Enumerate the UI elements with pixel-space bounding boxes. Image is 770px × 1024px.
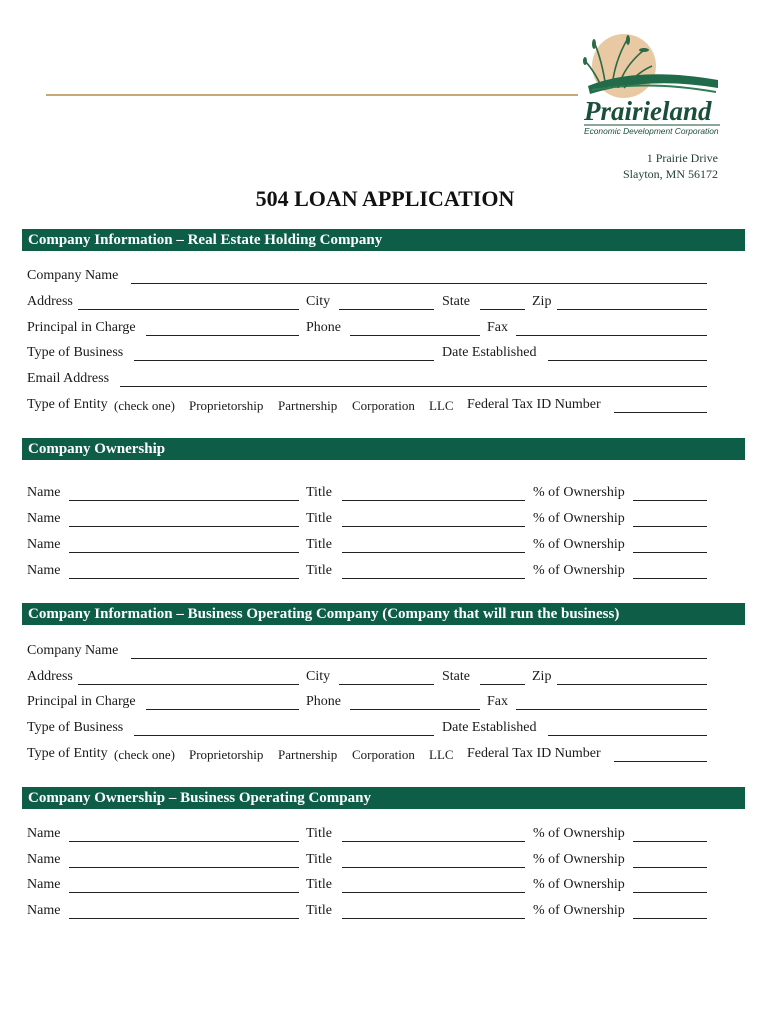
ownership-pct-label: % of Ownership [533,485,625,500]
zip-field[interactable] [557,684,707,685]
form-row-principal [27,694,707,714]
address-field[interactable] [78,309,299,310]
owner-row [27,852,707,872]
section-heading-operating-company: Company Information – Business Operating Company (Company that will run the business) [22,603,745,625]
owner-name-field[interactable] [69,526,299,527]
ownership-pct-label: % of Ownership [533,511,625,526]
state-field[interactable] [480,684,525,685]
tax-id-label: Federal Tax ID Number [467,397,601,412]
owner-name-label: Name [27,826,61,841]
form-row-company-name [27,643,707,663]
zip-label: Zip [532,669,552,684]
address-line-2: Slayton, MN 56172 [622,167,718,181]
ownership-pct-label: % of Ownership [533,563,625,578]
date-established-label: Date Established [442,345,537,360]
city-label: City [306,294,331,309]
ownership-pct-field[interactable] [633,526,707,527]
owner-title-label: Title [306,852,332,867]
ownership-pct-field[interactable] [633,841,707,842]
phone-label: Phone [306,694,341,709]
owner-title-label: Title [306,877,332,892]
principal-label: Principal in Charge [27,320,136,335]
ownership-pct-label: % of Ownership [533,852,625,867]
ownership-pct-field[interactable] [633,892,707,893]
ownership-pct-label: % of Ownership [533,537,625,552]
brand-tagline: Economic Development Corporation [584,126,719,136]
owner-name-field[interactable] [69,500,299,501]
form-row-entity [27,397,707,417]
city-label: City [306,669,331,684]
page-title: 504 LOAN APPLICATION [255,186,515,211]
date-established-field[interactable] [548,735,707,736]
owner-row [27,485,707,505]
date-established-label: Date Established [442,720,537,735]
principal-field[interactable] [146,709,299,710]
owner-name-label: Name [27,852,61,867]
tax-id-label: Federal Tax ID Number [467,746,601,761]
owner-title-field[interactable] [342,552,525,553]
phone-field[interactable] [350,709,480,710]
tax-id-field[interactable] [614,761,707,762]
owner-row [27,826,707,846]
owner-title-label: Title [306,485,332,500]
entity-option-corporation[interactable]: Corporation [352,747,415,762]
entity-option-llc[interactable]: LLC [429,747,454,762]
phone-label: Phone [306,320,341,335]
owner-title-field[interactable] [342,892,525,893]
principal-label: Principal in Charge [27,694,136,709]
email-label: Email Address [27,371,110,386]
entity-option-proprietorship[interactable]: Proprietorship [189,747,264,762]
owner-title-field[interactable] [342,500,525,501]
type-of-business-field[interactable] [134,735,434,736]
owner-name-field[interactable] [69,867,299,868]
entity-option-llc[interactable]: LLC [429,398,454,413]
company-name-field[interactable] [131,283,707,284]
ownership-pct-field[interactable] [633,552,707,553]
section-heading-operating-ownership: Company Ownership – Business Operating Company [22,787,745,809]
state-label: State [442,294,470,309]
zip-field[interactable] [557,309,707,310]
owner-name-field[interactable] [69,578,299,579]
zip-label: Zip [532,294,552,309]
address-field[interactable] [78,684,299,685]
owner-name-field[interactable] [69,918,299,919]
phone-field[interactable] [350,335,480,336]
form-row-email [27,371,707,391]
form-row-principal [27,320,707,340]
form-row-company-name [27,268,707,288]
owner-name-label: Name [27,485,61,500]
city-field[interactable] [339,684,434,685]
entity-option-proprietorship[interactable]: Proprietorship [189,398,264,413]
ownership-pct-field[interactable] [633,867,707,868]
address-line-1: 1 Prairie Drive [646,151,718,165]
check-one-label: (check one) [114,747,175,762]
ownership-pct-label: % of Ownership [533,903,625,918]
owner-name-label: Name [27,903,61,918]
owner-row [27,537,707,557]
owner-title-label: Title [306,511,332,526]
owner-name-field[interactable] [69,552,299,553]
entity-label: Type of Entity [27,397,108,412]
prairieland-logo [578,30,728,142]
type-of-business-field[interactable] [134,360,434,361]
entity-label: Type of Entity [27,746,108,761]
ownership-pct-label: % of Ownership [533,826,625,841]
tax-id-field[interactable] [614,412,707,413]
owner-title-field[interactable] [342,526,525,527]
state-field[interactable] [480,309,525,310]
header-rule [46,94,578,96]
fax-field[interactable] [516,709,707,710]
owner-name-label: Name [27,537,61,552]
owner-title-field[interactable] [342,578,525,579]
entity-option-partnership[interactable]: Partnership [278,398,338,413]
form-row-entity [27,746,707,766]
form-row-address [27,294,707,314]
company-name-field[interactable] [131,658,707,659]
owner-name-field[interactable] [69,892,299,893]
city-field[interactable] [339,309,434,310]
owner-row [27,563,707,583]
fax-field[interactable] [516,335,707,336]
owner-title-label: Title [306,826,332,841]
type-of-business-label: Type of Business [27,345,124,360]
brand-name: Prairieland [584,96,712,126]
check-one-label: (check one) [114,398,175,413]
owner-row [27,511,707,531]
fax-label: Fax [487,694,508,709]
date-established-field[interactable] [548,360,707,361]
form-row-address [27,669,707,689]
section-heading-ownership: Company Ownership [22,438,745,460]
form-row-business-type [27,720,707,740]
ownership-pct-label: % of Ownership [533,877,625,892]
owner-row [27,877,707,897]
ownership-pct-field[interactable] [633,918,707,919]
owner-name-label: Name [27,511,61,526]
company-name-label: Company Name [27,268,119,283]
ownership-pct-field[interactable] [633,578,707,579]
owner-title-field[interactable] [342,918,525,919]
owner-title-label: Title [306,903,332,918]
owner-row [27,903,707,923]
owner-title-field[interactable] [342,841,525,842]
owner-name-label: Name [27,563,61,578]
company-name-label: Company Name [27,643,119,658]
owner-title-field[interactable] [342,867,525,868]
entity-option-partnership[interactable]: Partnership [278,747,338,762]
owner-name-field[interactable] [69,841,299,842]
fax-label: Fax [487,320,508,335]
ownership-pct-field[interactable] [633,500,707,501]
address-label: Address [27,669,73,684]
address-label: Address [27,294,73,309]
email-field[interactable] [120,386,707,387]
principal-field[interactable] [146,335,299,336]
form-row-business-type [27,345,707,365]
owner-title-label: Title [306,537,332,552]
section-heading-real-estate: Company Information – Real Estate Holding Company [22,229,745,251]
state-label: State [442,669,470,684]
owner-title-label: Title [306,563,332,578]
entity-option-corporation[interactable]: Corporation [352,398,415,413]
type-of-business-label: Type of Business [27,720,124,735]
owner-name-label: Name [27,877,61,892]
